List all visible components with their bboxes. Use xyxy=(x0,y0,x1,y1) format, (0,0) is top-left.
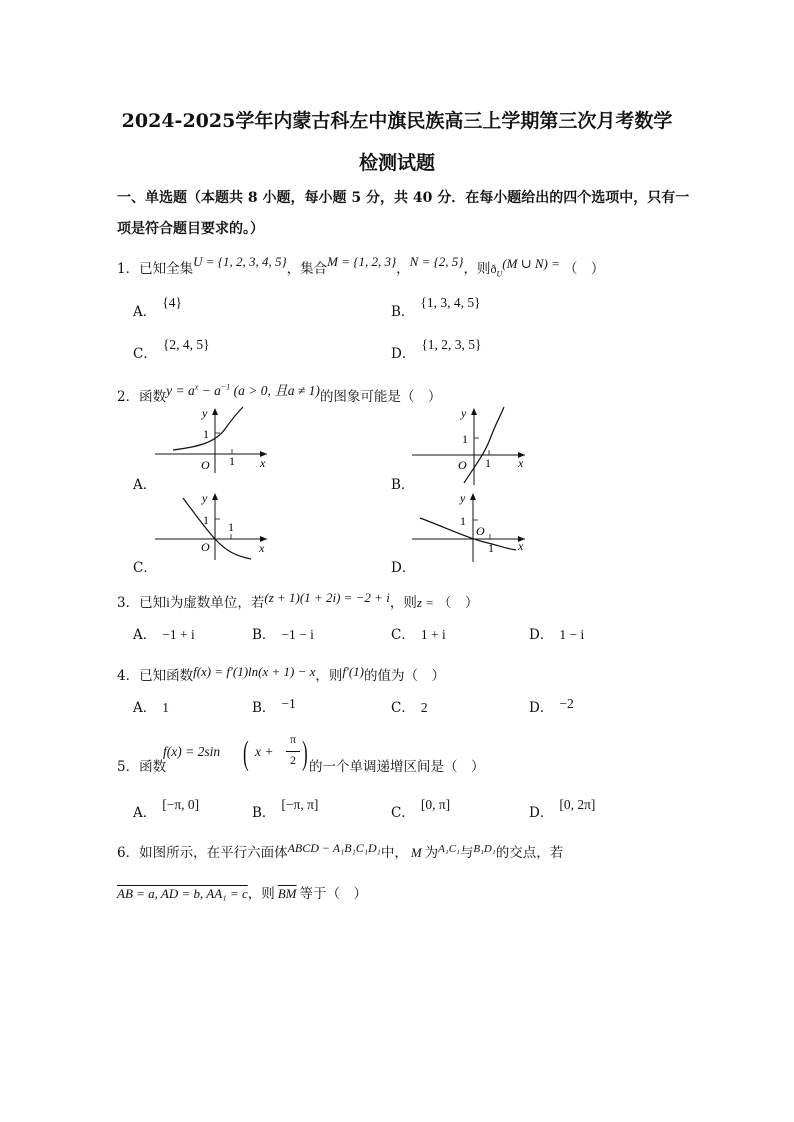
option-c xyxy=(391,623,446,643)
option-label: B． xyxy=(252,700,276,716)
math-expr: f(x) = f′(1)ln(x + 1) − x xyxy=(193,664,316,679)
question-number: 5． xyxy=(117,759,140,775)
option-label: D． xyxy=(391,346,416,362)
option-d: D． xyxy=(391,560,416,576)
y-axis-label: y xyxy=(202,406,208,420)
option-b xyxy=(252,797,319,821)
vector-expr: AB = a, AD = b, AA₁ = c xyxy=(117,886,248,901)
math-part: − a xyxy=(198,383,221,398)
origin-label: O xyxy=(201,540,210,554)
option-b xyxy=(252,696,296,716)
fraction-numerator: π xyxy=(289,732,297,746)
option-d xyxy=(529,797,596,821)
option-a xyxy=(133,623,195,643)
question-6 xyxy=(117,841,563,861)
tick-1-x: 1 xyxy=(485,456,491,470)
question-text: ，则 xyxy=(389,595,417,611)
question-text: 如图所示，在平行六面体 xyxy=(139,845,288,861)
math-expr: f′(1) xyxy=(342,664,364,679)
fraction-denominator: 2 xyxy=(290,753,296,767)
option-value: {2, 4, 5} xyxy=(162,337,210,352)
complement-symbol: ð xyxy=(490,262,497,276)
question-text: ，则 xyxy=(315,668,343,684)
math-expr: i xyxy=(166,595,170,610)
x-axis-label: x xyxy=(259,541,265,555)
graph-c xyxy=(155,490,275,565)
question-text: 已知全集 xyxy=(139,261,194,277)
question-text: 为虚数单位，若 xyxy=(169,595,265,611)
math-expr: f(x) = 2sin xyxy=(163,744,221,759)
section-heading: 一、单选题（本题共 8 小题，每小题 5 分，共 40 分．在每小题给出的四个选项中，只有一 xyxy=(117,190,690,206)
option-label: C． xyxy=(133,346,157,362)
question-5-tail: 的一个单调递增区间是（ ） xyxy=(309,759,485,775)
y-axis-label: y xyxy=(202,491,208,505)
question-text: ，集合 xyxy=(286,261,328,277)
option-label: A． xyxy=(133,700,157,716)
option-d xyxy=(529,696,574,716)
option-label: B． xyxy=(391,304,415,320)
math-expr: M xyxy=(410,845,422,860)
answer-paren: （ ） xyxy=(563,261,605,277)
option-label: B． xyxy=(252,627,276,643)
question-text: 等于（ ） xyxy=(299,886,368,902)
option-b xyxy=(252,623,314,643)
option-label: D． xyxy=(529,805,554,821)
question-text: 函数 xyxy=(139,759,167,775)
tick-1-x: 1 xyxy=(228,520,234,534)
question-1 xyxy=(117,254,605,279)
math-expr: N = {2, 5} xyxy=(409,254,464,269)
option-c: C． xyxy=(133,560,157,576)
option-d xyxy=(529,623,584,643)
option-d xyxy=(391,337,482,362)
vector-expr: $\overline{BM}$ xyxy=(277,886,297,901)
option-value: −2 xyxy=(559,696,574,711)
graph-d xyxy=(412,490,532,565)
math-expr xyxy=(166,383,320,398)
question-text: 中， xyxy=(380,845,408,861)
option-c xyxy=(391,696,428,716)
option-value: −1 − i xyxy=(281,627,314,642)
math-expr: ABCD − A₁B₁C₁D₁ xyxy=(287,841,381,855)
math-expr: z = xyxy=(416,595,434,610)
fraction-bar xyxy=(286,751,300,752)
question-number: 1． xyxy=(117,261,140,277)
x-axis-label: x xyxy=(518,539,524,553)
question-number: 2． xyxy=(117,389,140,405)
left-paren: ( xyxy=(243,735,249,772)
option-a xyxy=(133,696,169,716)
question-2 xyxy=(117,382,442,405)
option-label: B． xyxy=(252,805,276,821)
option-value: [−π, π] xyxy=(281,797,319,812)
option-label: D． xyxy=(529,627,554,643)
page-title-line2: 检测试题 xyxy=(358,152,435,174)
math-sup: x xyxy=(194,382,199,392)
right-paren: ) xyxy=(302,735,308,772)
question-text: 为 xyxy=(424,845,439,861)
option-value: 1 + i xyxy=(420,627,446,642)
y-axis-label: y xyxy=(461,406,467,420)
math-expr: (M ∪ N) = xyxy=(502,256,560,271)
x-axis-label: x xyxy=(518,456,524,470)
option-value: {1, 3, 4, 5} xyxy=(420,295,481,310)
option-a xyxy=(133,797,200,821)
option-b: B． xyxy=(391,477,415,493)
math-expr: M = {1, 2, 3} xyxy=(327,254,397,269)
origin-label: O xyxy=(201,458,210,472)
math-part: y = a xyxy=(166,383,195,398)
x-axis-label: x xyxy=(260,456,266,470)
question-6-line2 xyxy=(117,882,367,902)
option-label: C． xyxy=(391,805,415,821)
question-text: 函数 xyxy=(139,389,167,405)
option-value: −1 + i xyxy=(162,627,195,642)
question-text: ，则 xyxy=(463,261,491,277)
question-5 xyxy=(117,755,166,775)
option-label: A． xyxy=(133,627,157,643)
option-label: C． xyxy=(391,700,415,716)
math-expr: (z + 1)(1 + 2i) = −2 + i xyxy=(264,590,390,605)
option-label: D． xyxy=(529,700,554,716)
origin-label: O xyxy=(476,524,485,538)
question-text: 的交点，若 xyxy=(495,845,564,861)
question-number: 3． xyxy=(117,595,140,611)
option-label: C． xyxy=(391,627,415,643)
graph-a xyxy=(155,405,275,473)
tick-1-y: 1 xyxy=(462,432,468,446)
option-c xyxy=(133,337,210,362)
math-expr: A₁C₁ xyxy=(438,843,460,855)
tick-1-x: 1 xyxy=(488,541,494,555)
question-3 xyxy=(117,591,478,611)
origin-label: O xyxy=(458,458,467,472)
question-number: 6． xyxy=(117,845,140,861)
question-4 xyxy=(117,664,445,684)
question-text: ，则 xyxy=(247,886,275,902)
math-sup: −1 xyxy=(220,382,231,392)
question-text: ， xyxy=(396,261,410,277)
graph-b xyxy=(412,405,532,485)
option-value: [−π, 0] xyxy=(162,797,200,812)
tick-1-y: 1 xyxy=(460,514,466,528)
math-part: (a > 0, 且a ≠ 1) xyxy=(230,383,320,398)
math-expr: U = {1, 2, 3, 4, 5} xyxy=(193,254,287,269)
question-number: 4． xyxy=(117,668,140,684)
question-text: 已知函数 xyxy=(139,668,194,684)
option-value: {4} xyxy=(162,295,182,310)
option-value: 1 xyxy=(162,700,169,715)
option-value: 2 xyxy=(420,700,428,715)
tick-1-y: 1 xyxy=(203,427,209,441)
question-text: 的图象可能是（ ） xyxy=(319,389,442,405)
option-value: [0, π] xyxy=(420,797,451,812)
page-title: 2024-2025学年内蒙古科左中旗民族高三上学期第三次月考数学 xyxy=(121,110,673,132)
tick-1-x: 1 xyxy=(229,454,235,468)
option-label: A． xyxy=(133,805,157,821)
option-value: {1, 2, 3, 5} xyxy=(421,337,482,352)
question-text: 的值为（ ） xyxy=(364,668,445,684)
tick-1-y: 1 xyxy=(203,513,209,527)
option-label: A． xyxy=(133,304,157,320)
question-text: 与 xyxy=(459,845,474,861)
math-expr: B₁D₁ xyxy=(473,843,496,855)
option-c xyxy=(391,797,451,821)
option-value: [0, 2π] xyxy=(559,797,596,812)
section-heading-line2: 项是符合题目要求的。） xyxy=(117,221,264,237)
answer-paren: （ ） xyxy=(437,595,479,611)
option-a: A． xyxy=(133,477,157,493)
question-text: 已知 xyxy=(139,595,167,611)
option-value: 1 − i xyxy=(559,627,585,642)
option-b xyxy=(391,295,481,320)
option-a xyxy=(133,295,182,320)
math-expr: x + xyxy=(255,744,274,759)
math-sub: U xyxy=(496,269,503,279)
y-axis-label: y xyxy=(460,491,466,505)
option-value: −1 xyxy=(281,696,296,711)
